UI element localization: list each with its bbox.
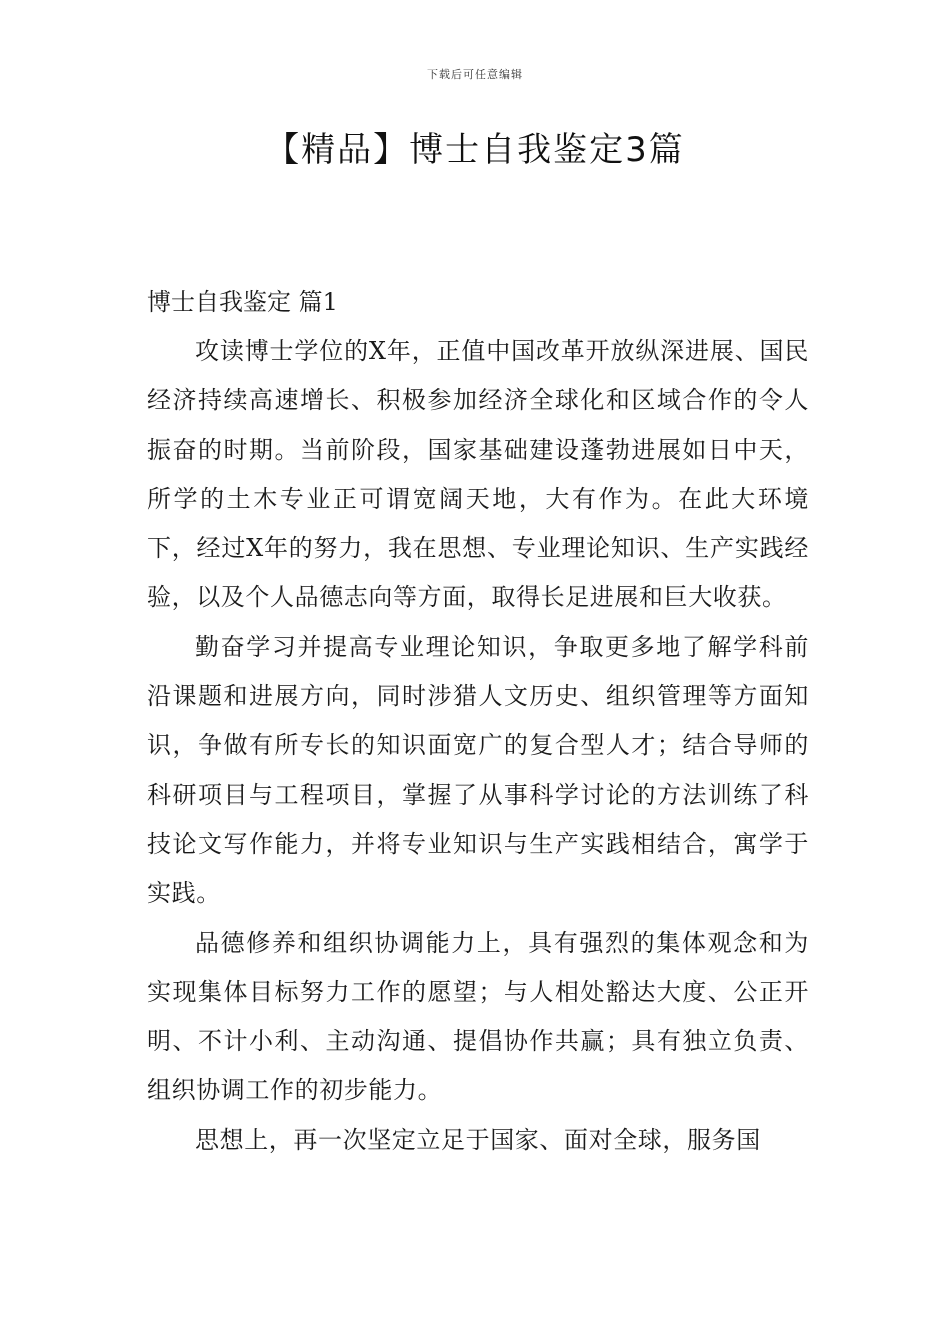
document-title: 【精品】博士自我鉴定3篇 <box>265 130 685 170</box>
paragraph-4: 思想上，再一次坚定立足于国家、面对全球，服务国 <box>195 1125 761 1154</box>
header-note: 下载后可任意编辑 <box>427 68 523 81</box>
section-heading: 博士自我鉴定 篇1 <box>147 288 338 316</box>
paragraph-3: 品德修养和组织协调能力上，具有强烈的集体观念和为实现集体目标努力工作的愿望；与人相处豁达大度、公正开明、不计小利、主动沟通、提倡协作共赢；具有独立负责、组织协调工作的初步能力。 <box>147 928 809 1105</box>
paragraph-2: 勤奋学习并提高专业理论知识，争取更多地了解学科前沿课题和进展方向，同时涉猎人文历史、组织管理等方面知识，争做有所专长的知识面宽广的复合型人才；结合导师的科研项目与工程项目，掌握了从事科学讨论的方法训练了科技论文写作能力，并将专业知识与生产实践相结合，寓学于实践。 <box>147 632 809 908</box>
paragraph-1: 攻读博士学位的X年，正值中国改革开放纵深进展、国民经济持续高速增长、积极参加经济全球化和区域合作的令人振奋的时期。当前阶段，国家基础建设蓬勃进展如日中天，所学的土木专业正可谓宽阔天地，大有作为。在此大环境下，经过X年的努力，我在思想、专业理论知识、生产实践经验，以及个人品德志向等方面，取得长足进展和巨大收获。 <box>147 337 809 612</box>
document-body <box>147 278 809 1165</box>
